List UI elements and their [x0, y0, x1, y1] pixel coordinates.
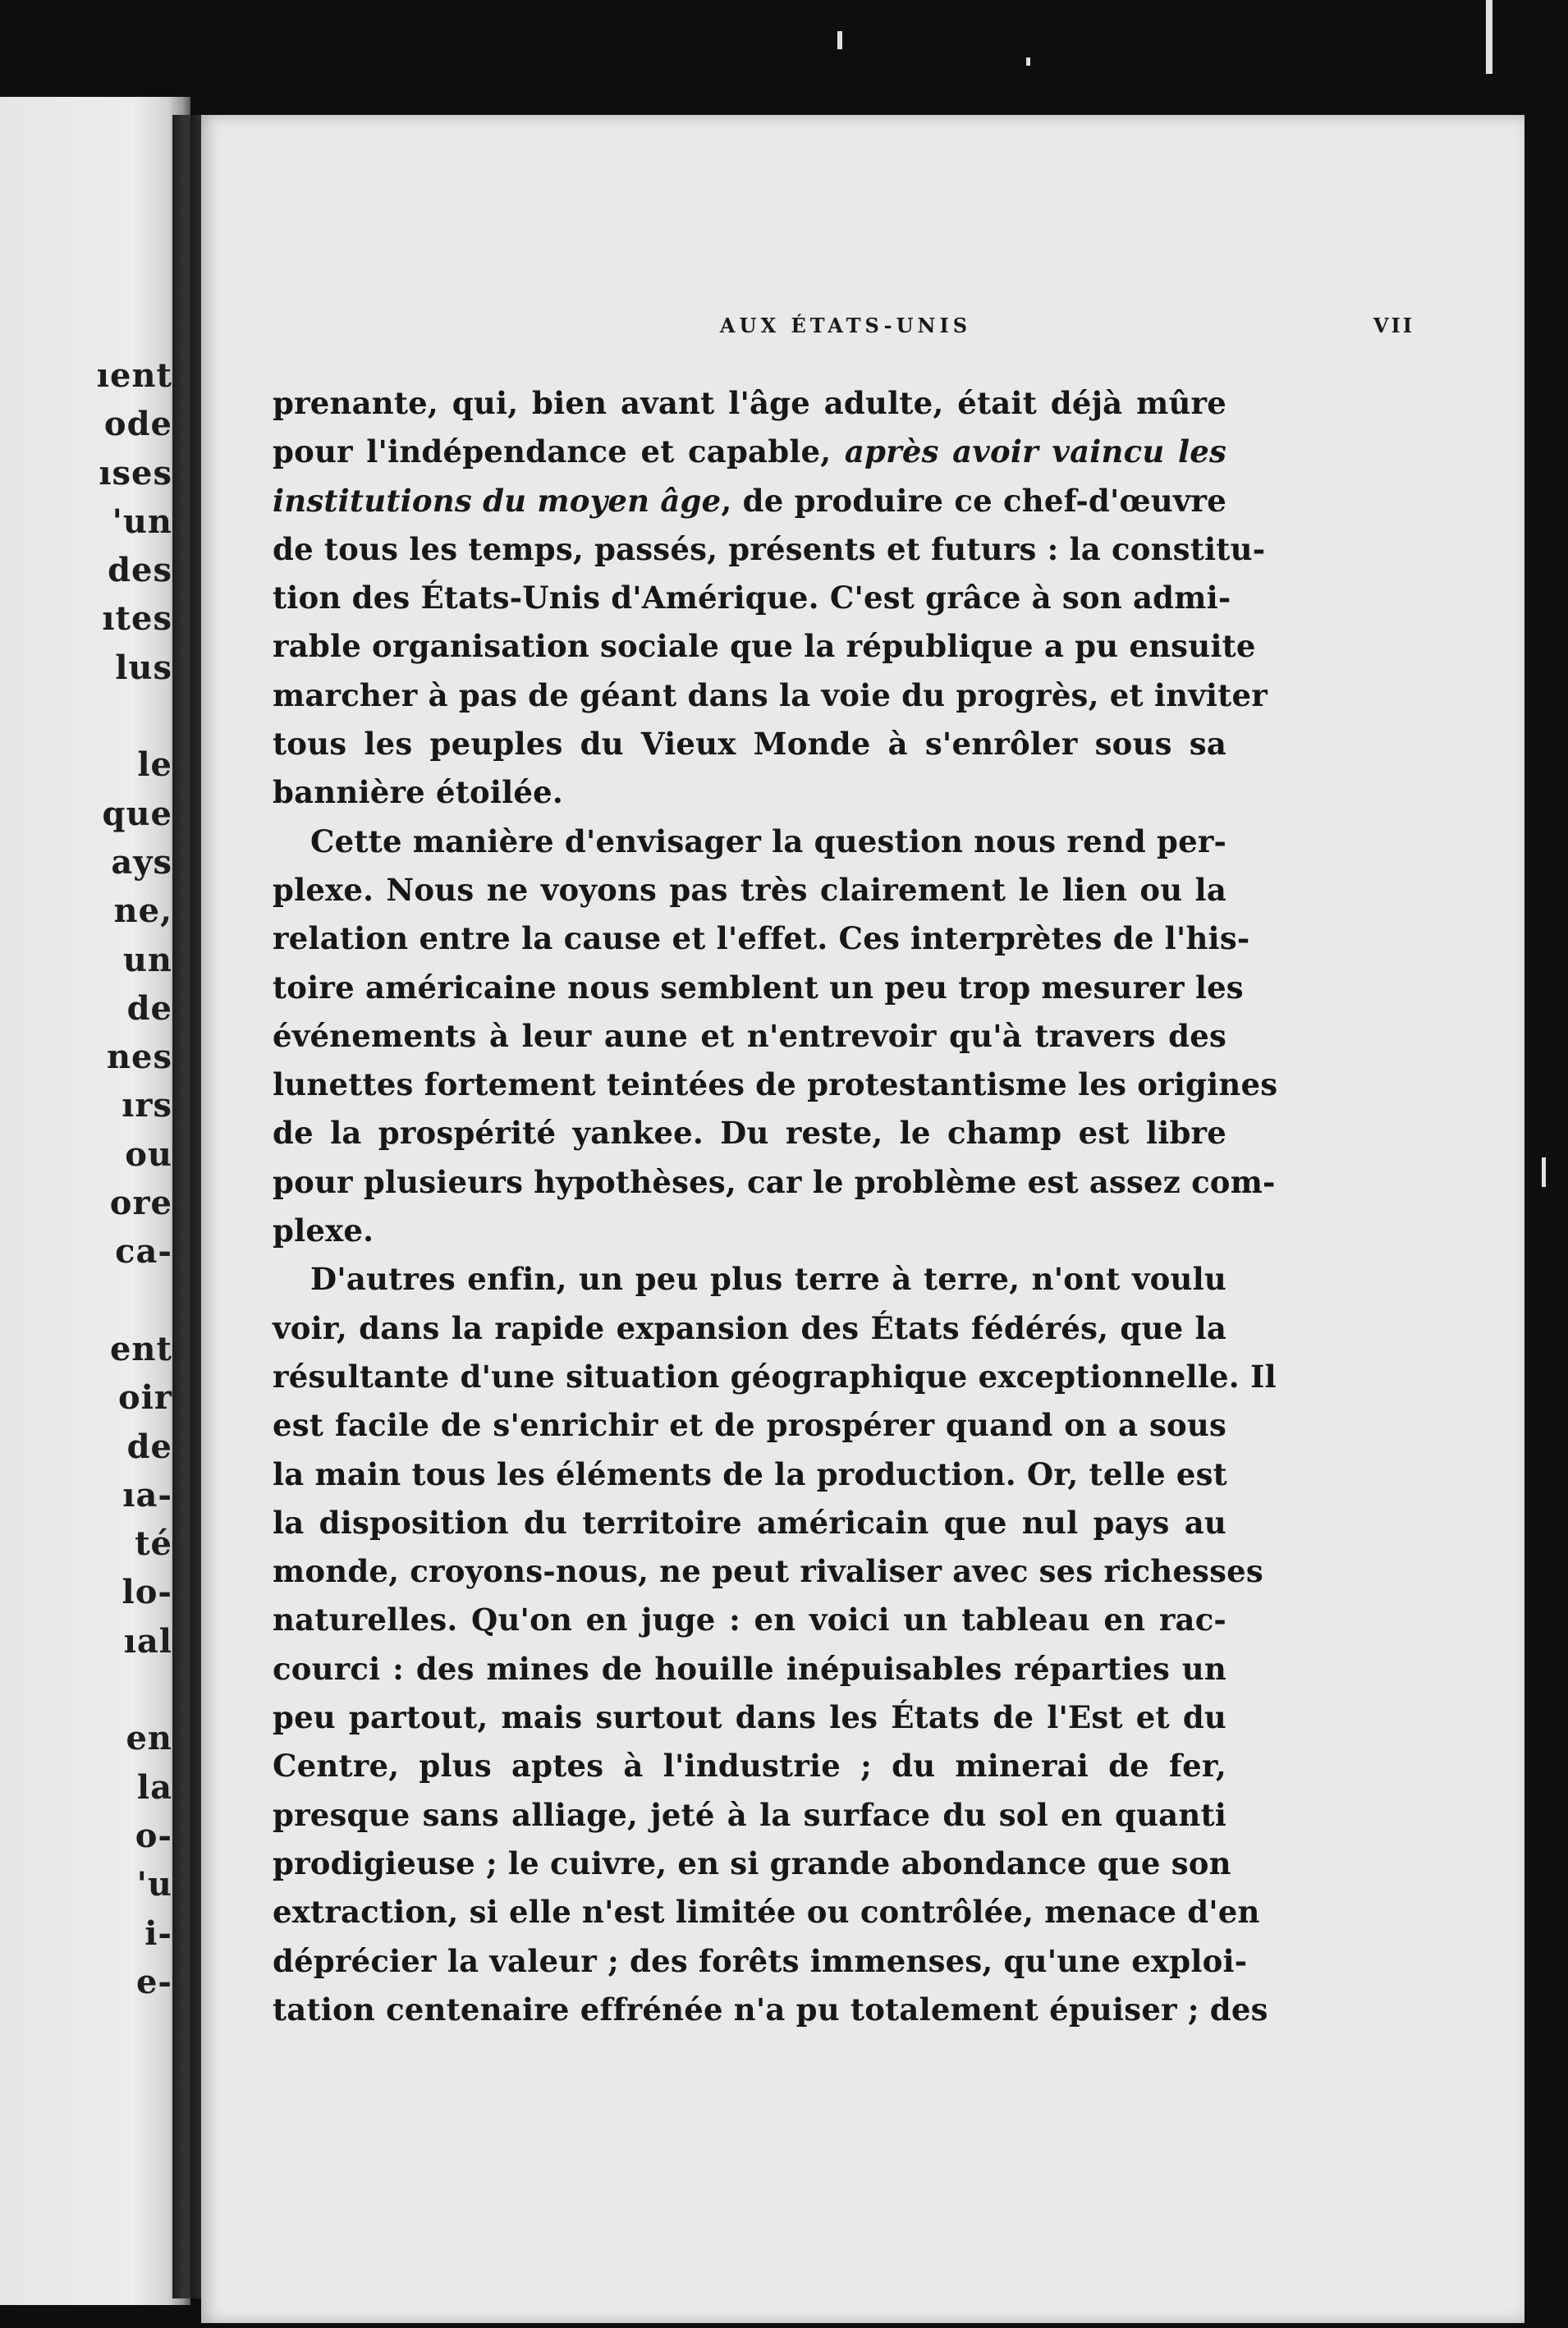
text-line — [273, 1255, 1226, 1304]
left-page-line-fragment: en — [126, 1719, 172, 1758]
left-page-cropped — [0, 97, 190, 2305]
text-line — [273, 1353, 1277, 1401]
left-page-line-fragment — [97, 1666, 172, 1714]
left-page-line-fragment: ode — [103, 405, 172, 444]
left-page-line-fragment: ore — [109, 1184, 172, 1223]
text-run: , de produire ce chef-d'œuvre — [721, 482, 1226, 519]
left-page-line-fragment: ıent — [96, 356, 172, 395]
left-page-line-fragment: des — [108, 551, 172, 590]
text-line — [273, 1547, 1263, 1596]
scan-speck — [1026, 57, 1030, 66]
italic-text-run: institutions du moyen âge — [273, 482, 722, 519]
text-line — [273, 818, 1226, 866]
text-run: résultante d'une situation géographique exceptionnelle. Il — [273, 1358, 1277, 1395]
scan-speck — [837, 31, 842, 49]
text-line — [273, 379, 1226, 428]
left-page-line-fragment: que — [102, 794, 172, 833]
text-run: naturelles. Qu'on en juge : en voici un tableau en rac- — [273, 1602, 1226, 1638]
text-run: Cette manière d'envisager la question nous rend per- — [310, 823, 1227, 859]
text-line — [273, 720, 1226, 768]
text-run: est facile de s'enrichir et de prospérer quand on a sous — [273, 1407, 1226, 1444]
left-page-line-fragment: ıa- — [122, 1475, 172, 1515]
left-page-line-fragment: ırs — [121, 1086, 172, 1125]
text-run: bannière étoilée. — [273, 774, 563, 811]
text-line — [273, 1986, 1268, 2034]
text-run: la main tous les éléments de la production. Or, telle est — [273, 1455, 1227, 1492]
left-page-line-fragment: nes — [106, 1038, 172, 1077]
text-line — [273, 1012, 1226, 1061]
text-line — [273, 1937, 1248, 1986]
text-run: D'autres enfin, un peu plus terre à terre, n'ont voulu — [310, 1261, 1226, 1298]
text-line — [273, 866, 1226, 914]
scan-speck — [1486, 0, 1492, 74]
text-line — [273, 1742, 1226, 1790]
italic-text-run: après avoir vaincu les — [844, 433, 1226, 470]
text-run: courci : des mines de houille inépuisables réparties un — [273, 1650, 1226, 1687]
left-page-line-fragment: lus — [115, 648, 172, 687]
text-line — [273, 914, 1250, 963]
left-page-line-fragment — [97, 692, 172, 740]
text-run: la disposition du territoire américain que nul pays au — [273, 1504, 1226, 1541]
text-run: pour l'indépendance et capable, — [273, 433, 845, 470]
text-run: peu partout, mais surtout dans les États de l'Est et du — [273, 1699, 1226, 1736]
text-line — [273, 525, 1266, 574]
text-run: relation entre la cause et l'effet. Ces interprètes de l'his- — [273, 920, 1250, 957]
text-run: voir, dans la rapide expansion des États fédérés, que la — [273, 1309, 1226, 1346]
text-run: prodigieuse ; le cuivre, en si grande abondance que son — [273, 1845, 1231, 1881]
right-page — [201, 115, 1524, 2323]
left-page-line-fragment: ıtes — [102, 599, 172, 639]
text-run: tion des États-Unis d'Amérique. C'est grâce à son admi- — [273, 580, 1231, 616]
left-page-line-fragment: la — [136, 1767, 172, 1807]
text-run: Centre, plus aptes à l'industrie ; du minerai de fer, — [273, 1748, 1226, 1785]
left-page-line-fragment: ne, — [113, 891, 172, 931]
text-line — [273, 1304, 1226, 1353]
left-page-line-fragment: oir — [118, 1378, 172, 1418]
text-run: lunettes fortement teintées de protestantisme les origines — [273, 1066, 1278, 1103]
left-page-line-fragment: ıal — [123, 1621, 172, 1661]
text-line — [273, 768, 1226, 817]
text-run: pour plusieurs hypothèses, car le problème est assez com- — [273, 1163, 1276, 1200]
text-line — [273, 1158, 1276, 1207]
text-line — [273, 1791, 1226, 1840]
text-run: de la prospérité yankee. Du reste, le champ est libre — [273, 1115, 1226, 1152]
left-page-line-fragment: ou — [125, 1134, 172, 1174]
text-line — [273, 574, 1231, 622]
text-line — [273, 1596, 1226, 1644]
text-run: plexe. — [273, 1212, 374, 1249]
left-page-line-fragment: o- — [135, 1816, 172, 1855]
text-run: presque sans alliage, jeté à la surface du sol en quanti — [273, 1796, 1226, 1833]
text-line — [273, 1693, 1226, 1742]
text-line — [273, 622, 1256, 671]
text-run: tation centenaire effrénée n'a pu totalement épuiser ; des — [273, 1991, 1268, 2028]
text-line — [273, 1207, 1226, 1255]
text-run: extraction, si elle n'est limitée ou contrôlée, menace d'en — [273, 1894, 1260, 1931]
text-run: prenante, qui, bien avant l'âge adulte, était déjà mûre — [273, 385, 1226, 421]
text-line — [273, 1888, 1260, 1936]
left-page-line-fragment: ent — [109, 1329, 172, 1368]
text-line — [273, 1645, 1226, 1693]
left-page-line-fragment: de — [126, 1427, 172, 1466]
text-line — [273, 428, 1226, 476]
left-page-line-fragment: 'u — [136, 1865, 172, 1904]
left-page-line-fragment: té — [135, 1524, 172, 1564]
text-line — [273, 1401, 1226, 1450]
left-page-line-fragment: de — [126, 988, 172, 1028]
text-line — [273, 1499, 1226, 1547]
running-head — [267, 314, 1424, 346]
text-line — [273, 1061, 1278, 1109]
left-page-line-fragment: ıses — [99, 453, 172, 493]
left-page-line-fragment: un — [122, 940, 172, 979]
running-title: AUX ÉTATS-UNIS — [719, 314, 972, 337]
left-page-line-fragment: le — [137, 745, 172, 785]
text-run: tous les peuples du Vieux Monde à s'enrôler sous sa — [273, 726, 1226, 763]
left-page-line-fragments — [97, 351, 172, 2006]
text-run: de tous les temps, passés, présents et futurs : la constitu- — [273, 530, 1266, 567]
left-page-line-fragment: e- — [135, 1962, 172, 2001]
left-page-line-fragment: ca- — [115, 1232, 172, 1272]
text-line — [273, 1450, 1226, 1499]
text-line — [273, 1840, 1231, 1888]
left-page-line-fragment — [97, 1276, 172, 1325]
left-page-line-fragment: lo- — [121, 1573, 172, 1612]
scan-speck — [1542, 1157, 1546, 1187]
text-run: événements à leur aune et n'entrevoir qu'à travers des — [273, 1017, 1226, 1054]
text-line — [273, 477, 1226, 525]
body-text — [273, 379, 1278, 2034]
text-run: marcher à pas de géant dans la voie du progrès, et inviter — [273, 676, 1268, 713]
text-run: déprécier la valeur ; des forêts immenses, qu'une exploi- — [273, 1942, 1248, 1979]
text-run: toire américaine nous semblent un peu trop mesurer les — [273, 969, 1244, 1006]
text-run: monde, croyons-nous, ne peut rivaliser avec ses richesses — [273, 1553, 1263, 1590]
left-page-line-fragment: ays — [111, 842, 172, 882]
text-line — [273, 964, 1244, 1012]
page-number: VII — [1373, 314, 1414, 337]
text-run: plexe. Nous ne voyons pas très clairement le lien ou la — [273, 871, 1226, 908]
text-line — [273, 1109, 1226, 1157]
left-page-line-fragment: i- — [144, 1913, 172, 1953]
text-line — [273, 671, 1268, 720]
left-page-line-fragment: 'un — [112, 502, 172, 541]
text-run: rable organisation sociale que la république a pu ensuite — [273, 628, 1256, 665]
